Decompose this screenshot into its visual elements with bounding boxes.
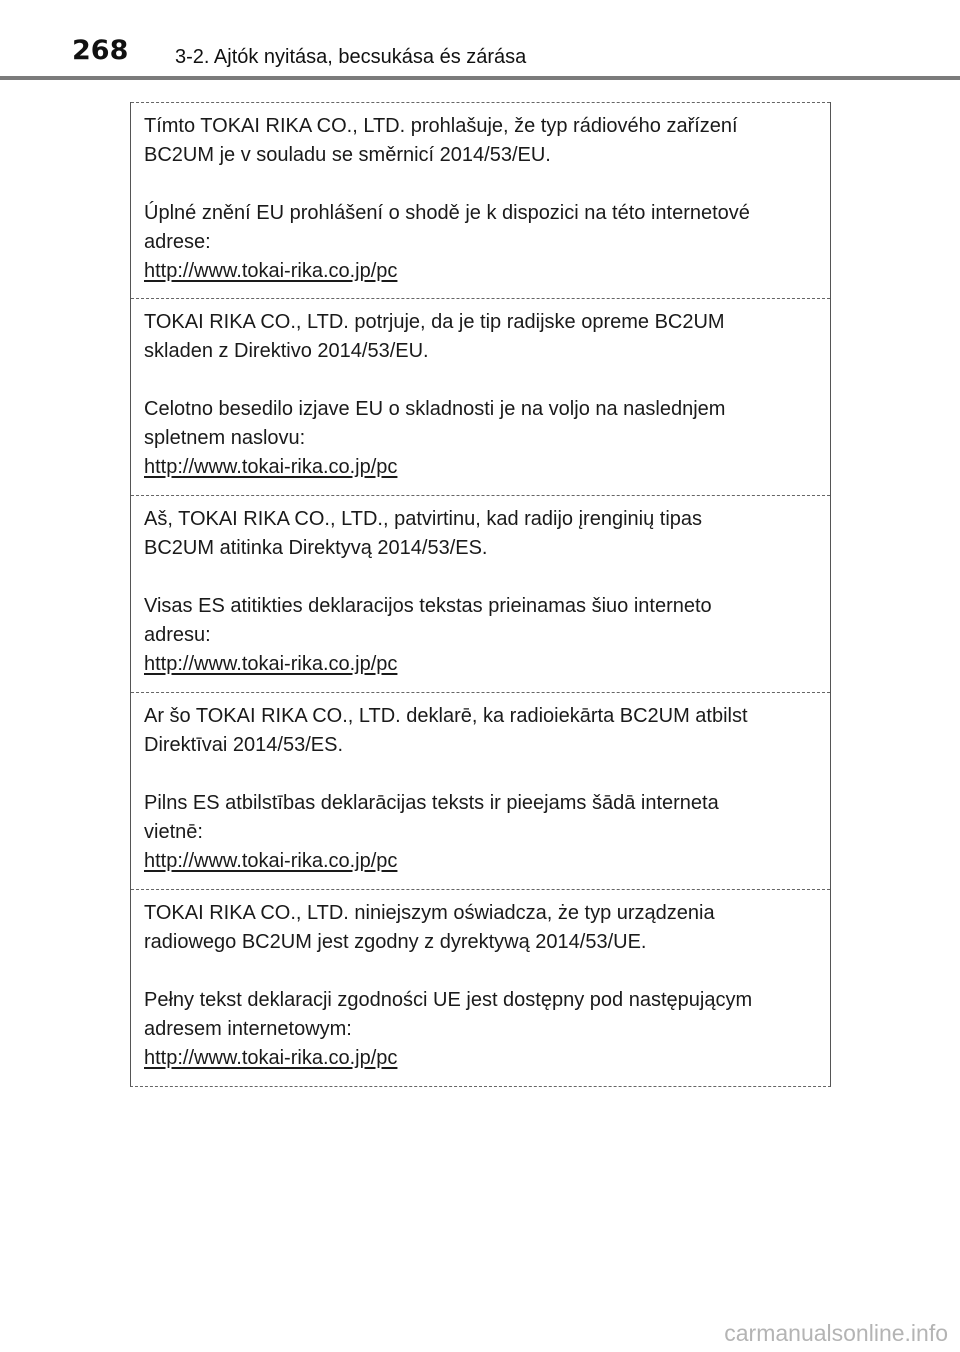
declaration-availability	[144, 986, 793, 1073]
statement-line: TOKAI RIKA CO., LTD. niniejszym oświadcza, że typ urządzenia	[144, 902, 715, 924]
declaration-lithuanian	[131, 495, 830, 692]
declaration-slovenian	[131, 298, 830, 495]
statement-line: Direktīvai 2014/53/ES.	[144, 734, 343, 756]
declaration-availability	[144, 199, 793, 286]
section-title: 3-2. Ajtók nyitása, becsukása és zárása	[175, 46, 527, 68]
declaration-latvian	[131, 692, 830, 889]
availability-line: Celotno besedilo izjave EU o skladnosti je na voljo na naslednjem	[144, 398, 726, 420]
declarations-box	[130, 102, 831, 1087]
availability-line: Pełny tekst deklaracji zgodności UE jest dostępny pod następującym	[144, 989, 753, 1011]
page-header	[0, 0, 960, 82]
statement-line: BC2UM atitinka Direktyvą 2014/53/ES.	[144, 537, 488, 559]
declaration-availability	[144, 395, 793, 482]
availability-line: Pilns ES atbilstības deklarācijas teksts ir pieejams šādā interneta	[144, 792, 719, 814]
declaration-link[interactable]: http://www.tokai-rika.co.jp/pc	[144, 1047, 398, 1069]
availability-line: adresu:	[144, 624, 211, 646]
declaration-czech	[131, 102, 830, 298]
declaration-statement	[144, 505, 793, 563]
declaration-link[interactable]: http://www.tokai-rika.co.jp/pc	[144, 456, 398, 478]
declaration-statement	[144, 702, 793, 760]
header-rule	[0, 76, 960, 80]
statement-line: BC2UM je v souladu se směrnicí 2014/53/EU.	[144, 144, 551, 166]
declaration-availability	[144, 592, 793, 679]
page-number: 268	[72, 35, 129, 66]
availability-line: vietnē:	[144, 821, 203, 843]
availability-line: adrese:	[144, 231, 211, 253]
declaration-link[interactable]: http://www.tokai-rika.co.jp/pc	[144, 653, 398, 675]
availability-line: spletnem naslovu:	[144, 427, 306, 449]
declaration-statement	[144, 308, 793, 366]
declaration-statement	[144, 899, 793, 957]
availability-line: Úplné znění EU prohlášení o shodě je k dispozici na této internetové	[144, 202, 750, 224]
availability-line: adresem internetowym:	[144, 1018, 352, 1040]
statement-line: radiowego BC2UM jest zgodny z dyrektywą 2014/53/UE.	[144, 931, 647, 953]
watermark: carmanualsonline.info	[724, 1320, 948, 1346]
declaration-link[interactable]: http://www.tokai-rika.co.jp/pc	[144, 850, 398, 872]
declaration-polish	[131, 889, 830, 1086]
declaration-availability	[144, 789, 793, 876]
statement-line: skladen z Direktivo 2014/53/EU.	[144, 340, 429, 362]
statement-line: Ar šo TOKAI RIKA CO., LTD. deklarē, ka radioiekārta BC2UM atbilst	[144, 705, 748, 727]
statement-line: TOKAI RIKA CO., LTD. potrjuje, da je tip radijske opreme BC2UM	[144, 311, 725, 333]
statement-line: Aš, TOKAI RIKA CO., LTD., patvirtinu, kad radijo įrenginių tipas	[144, 508, 703, 530]
declaration-statement	[144, 112, 793, 170]
availability-line: Visas ES atitikties deklaracijos tekstas prieinamas šiuo interneto	[144, 595, 712, 617]
statement-line: Tímto TOKAI RIKA CO., LTD. prohlašuje, že typ rádiového zařízení	[144, 115, 738, 137]
declaration-link[interactable]: http://www.tokai-rika.co.jp/pc	[144, 260, 398, 282]
